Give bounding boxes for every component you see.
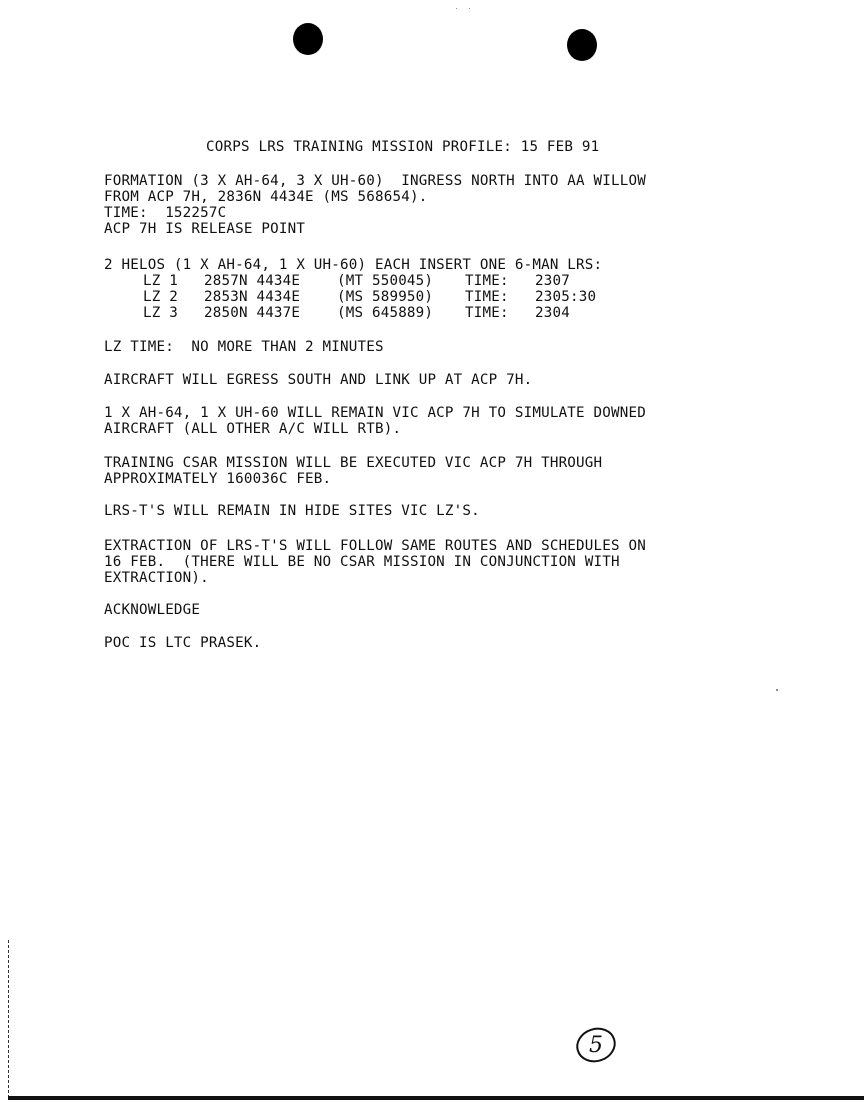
remain-line-1: 1 X AH-64, 1 X UH-60 WILL REMAIN VIC ACP 7H TO SIMULATE DOWNED (104, 405, 646, 421)
formation-line-2: FROM ACP 7H, 2836N 4434E (MS 568654). (104, 189, 428, 205)
lz-coords: 2857N 4434E (204, 273, 301, 289)
scan-speck (469, 8, 470, 9)
handwritten-page-number (572, 1022, 620, 1066)
lz-time: 2307 (535, 273, 570, 289)
remain-line-2: AIRCRAFT (ALL OTHER A/C WILL RTB). (104, 421, 402, 437)
lz-time: 2305:30 (535, 289, 597, 305)
lz-grid: (MS 589950) (337, 289, 434, 305)
formation-line-1: FORMATION (3 X AH-64, 3 X UH-60) INGRESS NORTH INTO AA WILLOW (104, 173, 646, 189)
lz-grid: (MS 645889) (337, 305, 434, 321)
extraction-line-2: 16 FEB. (THERE WILL BE NO CSAR MISSION IN CONJUNCTION WITH (104, 554, 620, 570)
punch-hole-right (567, 29, 597, 61)
hide-sites-line: LRS-T'S WILL REMAIN IN HIDE SITES VIC LZ'S. (104, 503, 480, 519)
acknowledge-line: ACKNOWLEDGE (104, 602, 201, 618)
lz-grid: (MT 550045) (337, 273, 434, 289)
lz-time-label: TIME: (465, 289, 509, 305)
lz-name: LZ 2 (143, 289, 178, 305)
left-margin-line (8, 940, 10, 1098)
bottom-scan-edge (8, 1096, 864, 1100)
csar-line-1: TRAINING CSAR MISSION WILL BE EXECUTED VIC ACP 7H THROUGH (104, 455, 603, 471)
punch-hole-left (293, 23, 323, 55)
scan-speck (776, 689, 778, 691)
helos-intro: 2 HELOS (1 X AH-64, 1 X UH-60) EACH INSERT ONE 6-MAN LRS: (104, 257, 603, 273)
lz-name: LZ 1 (143, 273, 178, 289)
svg-text:5: 5 (589, 1033, 603, 1058)
extraction-line-1: EXTRACTION OF LRS-T'S WILL FOLLOW SAME ROUTES AND SCHEDULES ON (104, 538, 646, 554)
poc-line: POC IS LTC PRASEK. (104, 635, 262, 651)
formation-release-point: ACP 7H IS RELEASE POINT (104, 221, 306, 237)
csar-line-2: APPROXIMATELY 160036C FEB. (104, 471, 332, 487)
lz-time-label: TIME: (465, 305, 509, 321)
egress-line: AIRCRAFT WILL EGRESS SOUTH AND LINK UP AT ACP 7H. (104, 372, 533, 388)
scan-speck (456, 8, 457, 9)
formation-time: TIME: 152257C (104, 205, 227, 221)
lz-name: LZ 3 (143, 305, 178, 321)
document-title: CORPS LRS TRAINING MISSION PROFILE: 15 FEB 91 (206, 139, 600, 155)
lz-time-label: TIME: (465, 273, 509, 289)
lz-coords: 2850N 4437E (204, 305, 301, 321)
lz-coords: 2853N 4434E (204, 289, 301, 305)
extraction-line-3: EXTRACTION). (104, 570, 209, 586)
lz-time: 2304 (535, 305, 570, 321)
lz-time-limit: LZ TIME: NO MORE THAN 2 MINUTES (104, 339, 384, 355)
